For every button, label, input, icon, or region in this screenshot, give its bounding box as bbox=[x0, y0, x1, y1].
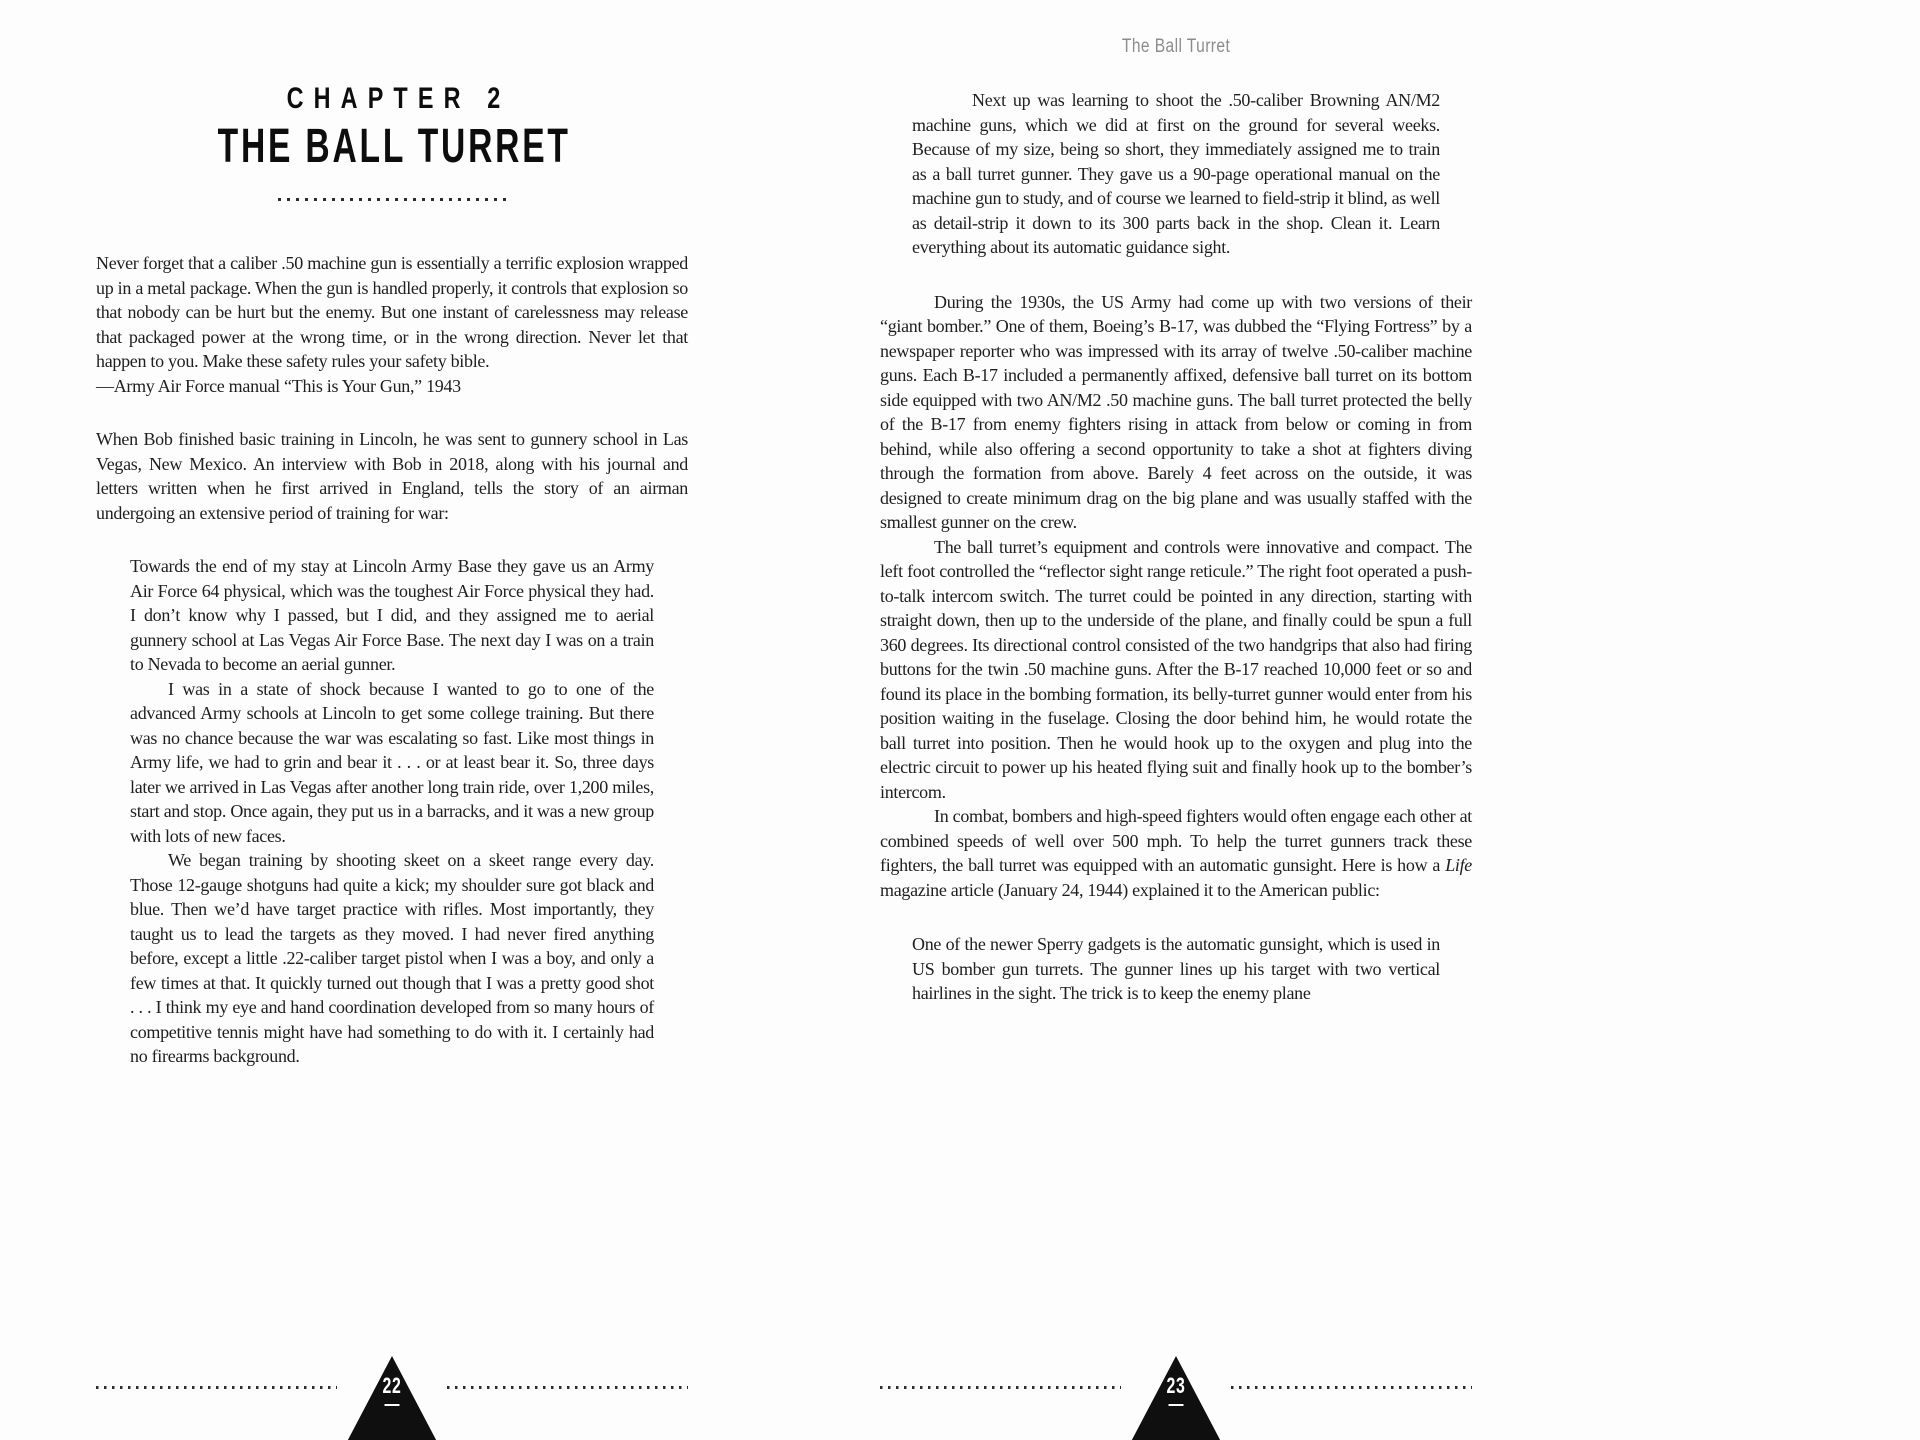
body-paragraph: During the 1930s, the US Army had come up with two versions of their “giant bomber.” One of them, Boeing’s B-17, was dubbed the “Flying Fortress” by a newspaper reporter who was impressed with its array of twelve .50-caliber machine guns. Each B-17 included a permanently affixed, defensive ball turret on its bottom side equipped with two AN/M2 .50 machine guns. The ball turret protected the belly of the B-17 from enemy fighters rising in attack from below or coming in from behind, while also offering a second opportunity to take a shot at fighters diving through the formation from above. Barely 4 feet across on the outside, it was designed to create minimum drag on the big plane and was usually staffed with the smallest gunner on the crew. bbox=[880, 291, 1472, 532]
footer-dotted-rule bbox=[96, 1386, 337, 1389]
right-page-body bbox=[880, 0, 1472, 1006]
page-number: 22 bbox=[382, 1373, 402, 1398]
in-combat-text-post: magazine article (January 24, 1944) explained it to the American public: bbox=[880, 879, 1380, 900]
right-page bbox=[880, 0, 1472, 1006]
in-combat-text-pre: In combat, bombers and high-speed fighters would often engage each other at combined speeds of well over 500 mph. To help the turret gunners track these fighters, the ball turret was equipped with an automatic gunsight. Here is how a bbox=[880, 806, 1472, 875]
epigraph-text: Never forget that a caliber .50 machine gun is essentially a terrific explosion wrapped up in a metal package. When the gun is handled properly, it controls that explosion so that nobody can be hurt but the enemy. But one instant of carelessness may release that packaged power at the wrong time, or in the wrong direction. Never let that happen to you. Make these safety rules your safety bible. bbox=[96, 253, 688, 371]
chapter-dotted-rule bbox=[278, 198, 506, 201]
quote-paragraph: Next up was learning to shoot the .50-caliber Browning AN/M2 machine guns, which we did at first on the ground for several weeks. Because of my size, being so short, they immediately assigned me to train as a ball turret gunner. They gave us a 90-page operational manual on the machine gun to study, and of course we learned to field-strip it blind, as well as detail-strip it down to its 300 parts back in the shop. Clean it. Learn everything about its automatic guidance sight. bbox=[912, 90, 1440, 257]
training-quote-continuation bbox=[912, 88, 1440, 260]
quote-paragraph: Towards the end of my stay at Lincoln Army Base they gave us an Army Air Force 64 physical, which was the toughest Air Force physical they had. I don’t know why I passed, but I did, and they assigned me to aerial gunnery school at Las Vegas Air Force Base. The next day I was on a train to Nevada to become an aerial gunner. bbox=[130, 556, 654, 674]
quote-paragraph: I was in a state of shock because I wanted to go to one of the advanced Army schools at Lincoln to get some college training. But there was no chance because the war was escalating so fast. Like most things in Army life, we had to grin and bear it . . . or at least bear it. So, three days later we arrived in Las Vegas after another long train ride, over 1,200 miles, start and stop. Once again, they put us in a barracks, and it was a new group with lots of new faces. bbox=[130, 678, 654, 846]
epigraph-attribution: —Army Air Force manual “This is Your Gun,” 1943 bbox=[96, 375, 461, 396]
footer-dotted-rule bbox=[447, 1386, 688, 1389]
chapter-label: CHAPTER 2 bbox=[286, 82, 511, 115]
footer-dotted-rule bbox=[1231, 1386, 1472, 1389]
page-number: 23 bbox=[1166, 1373, 1186, 1398]
training-quote-block bbox=[130, 554, 654, 1069]
chapter-heading bbox=[96, 0, 688, 201]
page-number-triangle bbox=[1114, 1356, 1238, 1440]
page-number-triangle bbox=[330, 1356, 454, 1440]
body-paragraph bbox=[880, 804, 1472, 902]
intro-paragraph: When Bob finished basic training in Lincoln, he was sent to gunnery school in Las Vegas, New Mexico. An interview with Bob in 2018, along with his journal and letters written when he first arrived in England, tells the story of an airman undergoing an extensive period of training for war: bbox=[96, 429, 688, 523]
footer-dotted-rule bbox=[880, 1386, 1121, 1389]
left-page bbox=[96, 0, 688, 1069]
page-number-underline bbox=[385, 1404, 400, 1406]
life-magazine-italic: Life bbox=[1445, 855, 1472, 875]
quote-paragraph: We began training by shooting skeet on a skeet range every day. Those 12-gauge shotguns had quite a kick; my shoulder sure got black and blue. Then we’d have target practice with rifles. Most importantly, they taught us to lead the targets as they moved. I had never fired anything before, except a little .22-caliber target pistol when I was a boy, and only a few times at that. It quickly turned out though that I was a pretty good shot . . . I think my eye and hand coordination developed from so many hours of competitive tennis might have had something to do with it. I certainly had no firearms background. bbox=[130, 850, 654, 1066]
quote-paragraph: One of the newer Sperry gadgets is the automatic gunsight, which is used in US bomber gun turrets. The gunner lines up his target with two vertical hairlines in the sight. The trick is to keep the enemy plane bbox=[912, 934, 1440, 1003]
body-paragraph: The ball turret’s equipment and controls were innovative and compact. The left foot controlled the “reflector sight range reticule.” The right foot operated a push-to-talk intercom switch. The turret could be pointed in any direction, starting with straight down, then up to the underside of the plane, and finally could be spun a full 360 degrees. Its directional control consisted of the two handgrips that also had firing buttons for the twin .50 machine guns. After the B-17 reached 10,000 feet or so and found its place in the bombing formation, its belly-turret gunner would enter from his position waiting in the fuselage. Closing the door behind him, he would rotate the ball turret into position. Then he would hook up to the oxygen and plug into the electric circuit to power up his heated flying suit and finally hook up to the bomber’s intercom. bbox=[880, 536, 1472, 802]
life-article-quote-block bbox=[912, 932, 1440, 1006]
page-number-underline bbox=[1169, 1404, 1184, 1406]
running-header: The Ball Turret bbox=[1121, 36, 1231, 57]
chapter-title: THE BALL TURRET bbox=[217, 120, 571, 173]
